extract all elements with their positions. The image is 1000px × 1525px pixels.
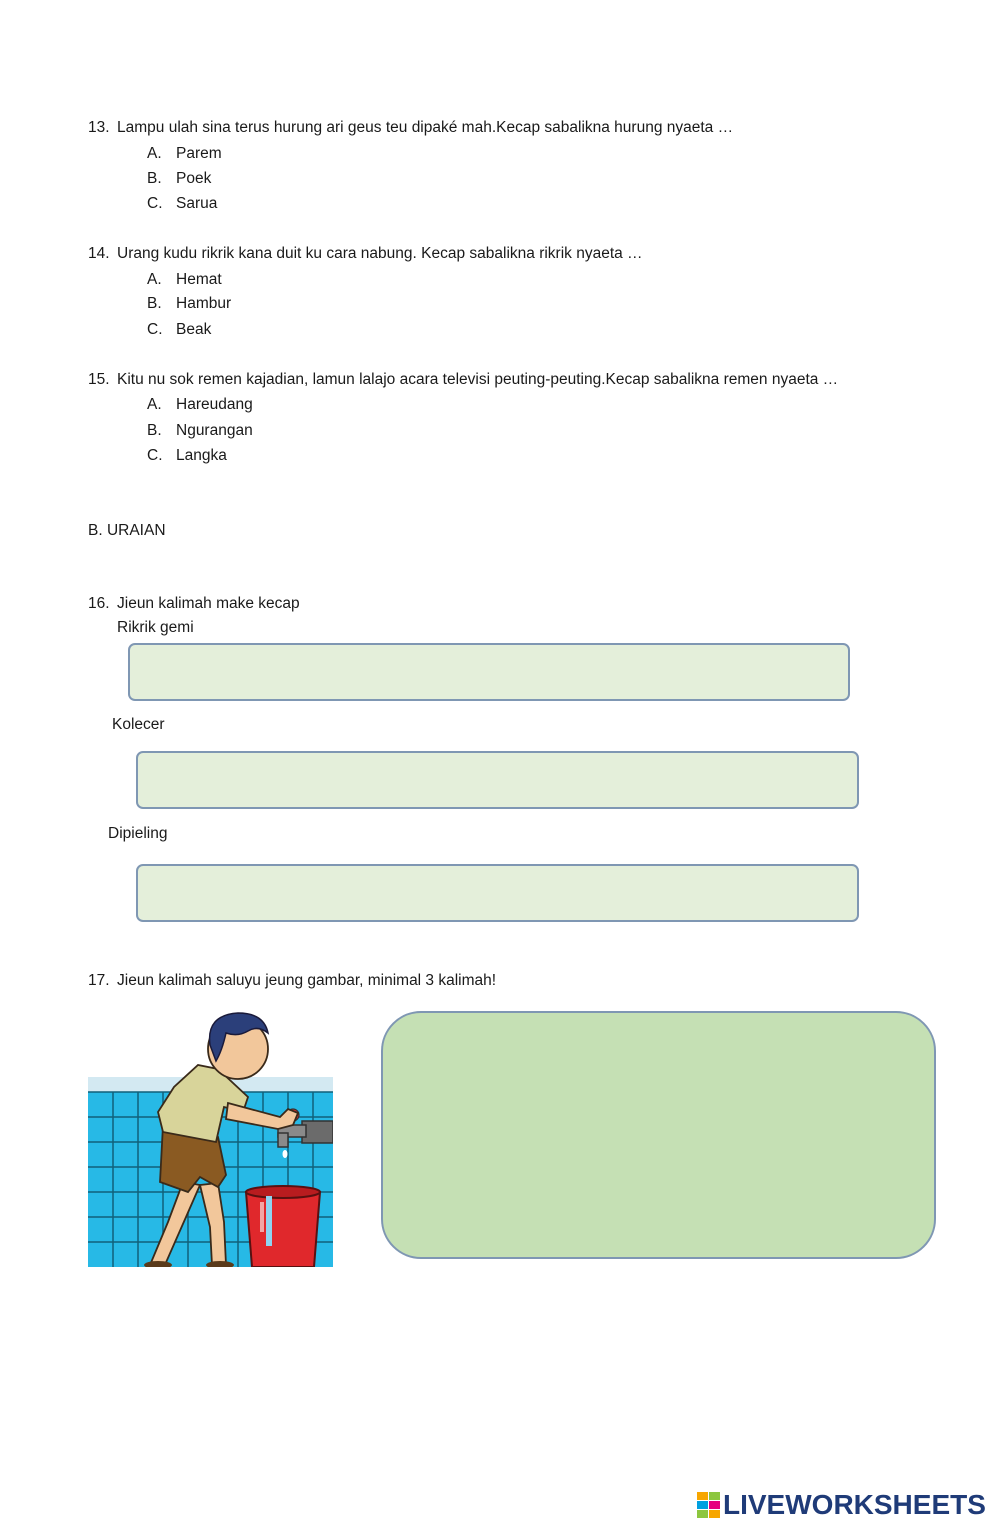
option-text: Sarua (176, 195, 218, 212)
question-number: 16. (88, 595, 110, 612)
option-text: Langka (176, 447, 227, 464)
option-letter: C. (147, 195, 163, 212)
option-letter: B. (147, 422, 162, 439)
question-text: Lampu ulah sina terus hurung ari geus teu dipaké mah.Kecap sabalikna hurung nyaeta … (117, 119, 734, 136)
illustration-svg (88, 1007, 333, 1267)
answer-field-dipieling[interactable] (136, 864, 859, 922)
question-text: Urang kudu rikrik kana duit ku cara nabung. Kecap sabalikna rikrik nyaeta … (117, 245, 643, 262)
option-letter: C. (147, 321, 163, 338)
boy-at-faucet-illustration (88, 1007, 333, 1267)
option-text: Parem (176, 145, 222, 162)
option-letter: C. (147, 447, 163, 464)
word-label: Dipieling (108, 825, 168, 842)
answer-field-kolecer[interactable] (136, 751, 859, 809)
liveworksheets-logo (697, 1487, 997, 1523)
question-text: Kitu nu sok remen kajadian, lamun lalajo acara televisi peuting-peuting.Kecap sabalikna remen nyaeta … (117, 371, 839, 388)
question-number: 17. (88, 972, 110, 989)
word-label: Rikrik gemi (117, 619, 194, 636)
question-number: 13. (88, 119, 110, 136)
option-letter: A. (147, 271, 162, 288)
liveworksheets-icon (697, 1492, 721, 1522)
option-letter: B. (147, 295, 162, 312)
option-letter: B. (147, 170, 162, 187)
brand-text: LIVEWORKSHEETS (723, 1489, 986, 1520)
option-letter: A. (147, 145, 162, 162)
question-text: Jieun kalimah make kecap (117, 595, 300, 612)
answer-field-picture-sentences[interactable] (381, 1011, 936, 1259)
option-text: Hareudang (176, 396, 253, 413)
question-text: Jieun kalimah saluyu jeung gambar, minimal 3 kalimah! (117, 972, 497, 989)
option-text: Beak (176, 321, 212, 338)
option-text: Ngurangan (176, 422, 253, 439)
word-label: Kolecer (112, 716, 165, 733)
question-number: 15. (88, 371, 110, 388)
option-text: Hemat (176, 271, 222, 288)
option-text: Poek (176, 170, 212, 187)
option-text: Hambur (176, 295, 232, 312)
option-letter: A. (147, 396, 162, 413)
answer-field-rikrik-gemi[interactable] (128, 643, 850, 701)
question-number: 14. (88, 245, 110, 262)
section-heading: B. URAIAN (88, 522, 166, 539)
